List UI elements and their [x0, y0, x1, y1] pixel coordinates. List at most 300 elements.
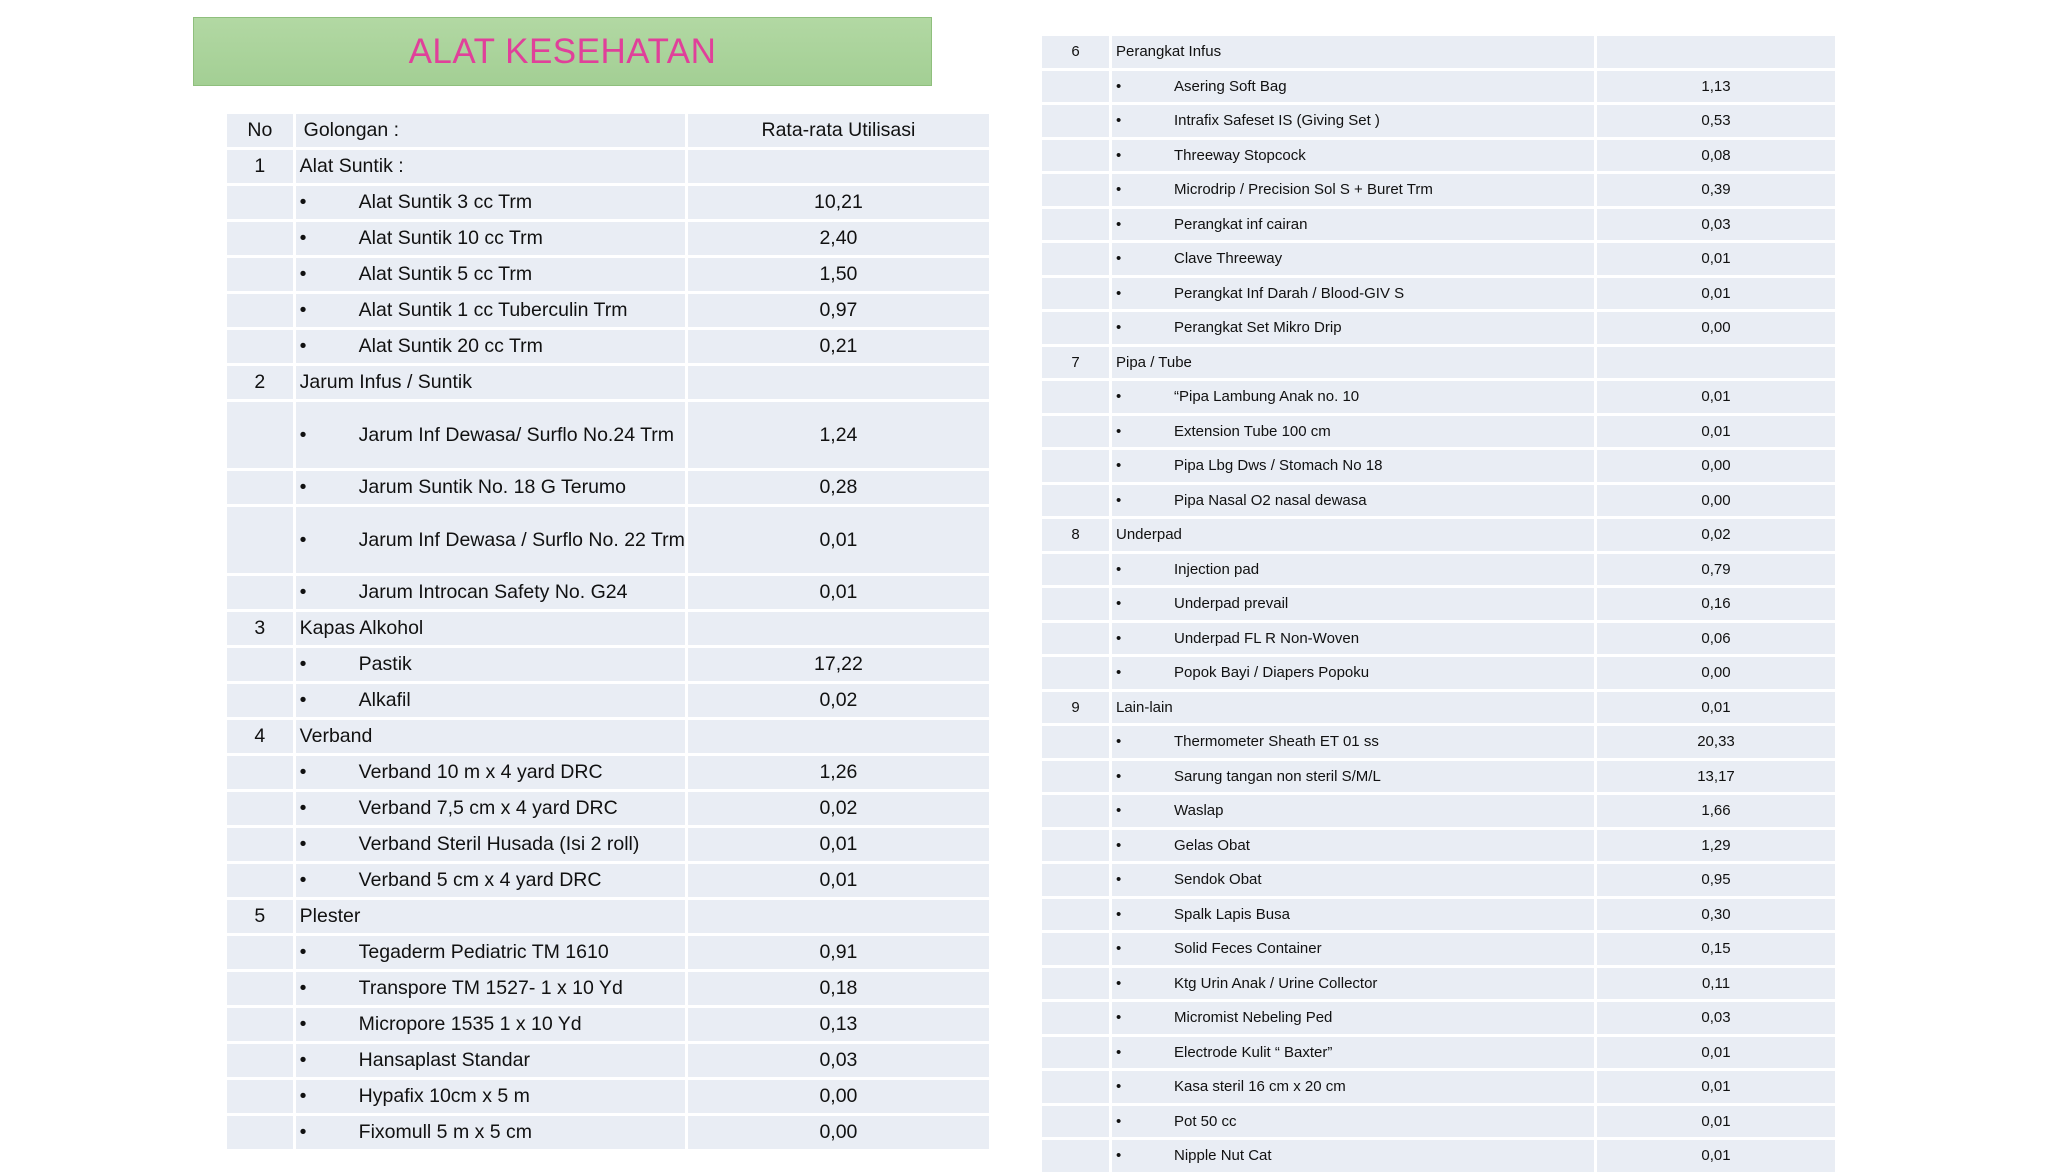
item-name-cell — [296, 684, 688, 720]
item-row — [227, 756, 992, 792]
item-name: Thermometer Sheath ET 01 ss — [1174, 733, 1379, 751]
group-value — [688, 720, 992, 756]
bullet-icon: • — [299, 761, 307, 783]
item-name-cell — [296, 972, 688, 1008]
item-value: 0,03 — [688, 1044, 992, 1080]
item-name-cell — [296, 222, 688, 258]
item-name-cell — [296, 186, 688, 222]
item-name-cell — [1112, 795, 1597, 830]
item-name-cell — [296, 792, 688, 828]
item-row — [227, 648, 992, 684]
bullet-icon: • — [1116, 940, 1122, 958]
item-value: 10,21 — [688, 186, 992, 222]
item-name: Waslap — [1174, 802, 1224, 820]
item-no-cell — [1042, 485, 1112, 520]
bullet-icon: • — [299, 423, 307, 446]
bullet-icon: • — [299, 1121, 307, 1143]
table-header-row — [227, 114, 992, 150]
item-value: 0,95 — [1597, 864, 1838, 899]
header-no: No — [227, 114, 296, 150]
group-value — [688, 366, 992, 402]
bullet-icon: • — [299, 476, 307, 498]
bullet-icon: • — [1116, 215, 1122, 233]
item-name: Tegaderm Pediatric TM 1610 — [358, 941, 609, 963]
group-row — [227, 150, 992, 186]
item-name: Jarum Suntik No. 18 G Terumo — [358, 476, 627, 498]
item-row — [1042, 381, 1838, 416]
item-name: Jarum Introcan Safety No. G24 — [358, 581, 628, 603]
item-row — [1042, 726, 1838, 761]
item-no-cell — [1042, 1002, 1112, 1037]
item-no-cell — [1042, 312, 1112, 347]
group-value — [688, 612, 992, 648]
item-name: Underpad prevail — [1174, 595, 1289, 613]
item-row — [227, 1044, 992, 1080]
bullet-icon: • — [1116, 733, 1122, 751]
item-name-cell — [1112, 1002, 1597, 1037]
item-value: 0,18 — [688, 972, 992, 1008]
item-name: Verband 7,5 cm x 4 yard DRC — [358, 797, 618, 819]
item-row — [1042, 657, 1838, 692]
item-name-cell — [1112, 761, 1597, 796]
bullet-icon: • — [1116, 491, 1122, 509]
bullet-icon: • — [299, 1085, 307, 1107]
group-row — [227, 720, 992, 756]
bullet-icon: • — [299, 1049, 307, 1071]
item-row — [227, 828, 992, 864]
item-name-cell — [1112, 1140, 1597, 1175]
bullet-icon: • — [1116, 422, 1122, 440]
item-name-cell — [1112, 174, 1597, 209]
item-row — [227, 792, 992, 828]
item-no-cell — [227, 936, 296, 972]
item-value: 0,03 — [1597, 1002, 1838, 1037]
item-value: 0,01 — [688, 576, 992, 612]
item-name: Transpore TM 1527- 1 x 10 Yd — [358, 977, 623, 999]
item-name: Perangkat inf cairan — [1174, 215, 1308, 233]
item-value: 0,01 — [688, 828, 992, 864]
right-utilization-table — [1042, 36, 1838, 1175]
item-value: 0,79 — [1597, 554, 1838, 589]
item-value: 0,01 — [688, 864, 992, 900]
item-row — [1042, 933, 1838, 968]
item-no-cell — [227, 576, 296, 612]
item-name: Perangkat Set Mikro Drip — [1174, 319, 1342, 337]
item-name: Ktg Urin Anak / Urine Collector — [1174, 974, 1378, 992]
bullet-icon: • — [299, 797, 307, 819]
item-row — [1042, 795, 1838, 830]
item-value: 0,01 — [688, 507, 992, 576]
slide-title-box — [193, 17, 932, 86]
item-name: Fixomull 5 m x 5 cm — [358, 1121, 533, 1143]
item-no-cell — [1042, 71, 1112, 106]
item-no-cell — [227, 828, 296, 864]
item-name-cell — [1112, 588, 1597, 623]
group-no: 3 — [227, 612, 296, 648]
item-no-cell — [1042, 1037, 1112, 1072]
bullet-icon: • — [1116, 802, 1122, 820]
item-name-cell — [296, 936, 688, 972]
item-row — [227, 576, 992, 612]
item-value: 0,13 — [688, 1008, 992, 1044]
item-value: 0,15 — [1597, 933, 1838, 968]
bullet-icon: • — [1116, 629, 1122, 647]
item-name-cell — [296, 258, 688, 294]
item-name: Popok Bayi / Diapers Popoku — [1174, 664, 1370, 682]
item-row — [227, 402, 992, 471]
item-name: Intrafix Safeset IS (Giving Set ) — [1174, 112, 1380, 130]
bullet-icon: • — [299, 581, 307, 603]
item-name-cell — [296, 1116, 688, 1152]
item-row — [227, 507, 992, 576]
item-name: Alkafil — [358, 689, 411, 711]
item-value: 17,22 — [688, 648, 992, 684]
bullet-icon: • — [299, 528, 307, 551]
item-name-cell — [1112, 1071, 1597, 1106]
item-name-cell — [1112, 933, 1597, 968]
item-name: Jarum Inf Dewasa / Surflo No. 22 Trm — [358, 528, 685, 551]
group-name: Plester — [296, 900, 688, 936]
item-no-cell — [1042, 795, 1112, 830]
item-name: Alat Suntik 3 cc Trm — [358, 191, 533, 213]
item-row — [227, 1116, 992, 1152]
item-value: 13,17 — [1597, 761, 1838, 796]
item-no-cell — [1042, 968, 1112, 1003]
item-no-cell — [227, 1116, 296, 1152]
item-row — [1042, 830, 1838, 865]
bullet-icon: • — [1116, 284, 1122, 302]
item-value: 0,02 — [688, 684, 992, 720]
item-value: 0,01 — [1597, 381, 1838, 416]
item-value: 0,28 — [688, 471, 992, 507]
group-name: Jarum Infus / Suntik — [296, 366, 688, 402]
item-name: Micropore 1535 1 x 10 Yd — [358, 1013, 582, 1035]
bullet-icon: • — [1116, 905, 1122, 923]
item-no-cell — [1042, 416, 1112, 451]
item-value: 1,26 — [688, 756, 992, 792]
item-name: Verband 10 m x 4 yard DRC — [358, 761, 603, 783]
item-row — [227, 684, 992, 720]
item-value: 0,01 — [1597, 1140, 1838, 1175]
bullet-icon: • — [1116, 181, 1122, 199]
item-value: 0,53 — [1597, 105, 1838, 140]
item-name-cell — [296, 756, 688, 792]
item-name-cell — [1112, 726, 1597, 761]
item-value: 0,01 — [1597, 278, 1838, 313]
item-name-cell — [1112, 623, 1597, 658]
item-name-cell — [1112, 450, 1597, 485]
item-no-cell — [227, 684, 296, 720]
item-no-cell — [227, 402, 296, 471]
item-name: Pipa Nasal O2 nasal dewasa — [1174, 491, 1367, 509]
item-value: 0,08 — [1597, 140, 1838, 175]
item-name-cell — [296, 507, 688, 576]
group-no: 8 — [1042, 519, 1112, 554]
group-name: Perangkat Infus — [1112, 36, 1597, 71]
item-value: 20,33 — [1597, 726, 1838, 761]
bullet-icon: • — [1116, 1147, 1122, 1165]
item-row — [227, 222, 992, 258]
item-name: Injection pad — [1174, 560, 1260, 578]
bullet-icon: • — [1116, 664, 1122, 682]
item-value: 0,39 — [1597, 174, 1838, 209]
item-name: Pipa Lbg Dws / Stomach No 18 — [1174, 457, 1383, 475]
item-name: Sarung tangan non steril S/M/L — [1174, 767, 1381, 785]
group-no: 5 — [227, 900, 296, 936]
item-row — [1042, 1106, 1838, 1141]
group-row — [227, 612, 992, 648]
item-name: Micromist Nebeling Ped — [1174, 1009, 1333, 1027]
bullet-icon: • — [1116, 560, 1122, 578]
item-name: Perangkat Inf Darah / Blood-GIV S — [1174, 284, 1405, 302]
item-name-cell — [296, 576, 688, 612]
item-no-cell — [227, 186, 296, 222]
bullet-icon: • — [1116, 77, 1122, 95]
item-name: Hansaplast Standar — [358, 1049, 530, 1071]
item-name: Electrode Kulit “ Baxter” — [1174, 1043, 1333, 1061]
item-row — [227, 936, 992, 972]
item-row — [227, 186, 992, 222]
group-row — [1042, 36, 1838, 71]
group-value — [688, 900, 992, 936]
item-row — [1042, 450, 1838, 485]
item-name: Underpad FL R Non-Woven — [1174, 629, 1360, 647]
group-value — [688, 150, 992, 186]
bullet-icon: • — [1116, 388, 1122, 406]
bullet-icon: • — [1116, 595, 1122, 613]
item-value: 0,00 — [688, 1080, 992, 1116]
item-name-cell — [1112, 312, 1597, 347]
group-value — [1597, 36, 1838, 71]
item-value: 0,00 — [1597, 657, 1838, 692]
bullet-icon: • — [299, 1013, 307, 1035]
item-name: Alat Suntik 10 cc Trm — [358, 227, 543, 249]
item-no-cell — [1042, 1140, 1112, 1175]
item-value: 0,01 — [1597, 1037, 1838, 1072]
item-no-cell — [1042, 174, 1112, 209]
item-no-cell — [1042, 1071, 1112, 1106]
item-row — [227, 294, 992, 330]
group-no: 1 — [227, 150, 296, 186]
item-value: 0,00 — [688, 1116, 992, 1152]
item-name-cell — [296, 828, 688, 864]
item-no-cell — [227, 258, 296, 294]
item-value: 1,29 — [1597, 830, 1838, 865]
item-no-cell — [1042, 105, 1112, 140]
header-category: Golongan : — [296, 114, 688, 150]
item-name-cell — [1112, 381, 1597, 416]
item-row — [1042, 1071, 1838, 1106]
bullet-icon: • — [1116, 1112, 1122, 1130]
item-name-cell — [1112, 830, 1597, 865]
item-row — [1042, 485, 1838, 520]
item-name: Jarum Inf Dewasa/ Surflo No.24 Trm — [358, 423, 675, 446]
group-row — [1042, 692, 1838, 727]
group-name: Kapas Alkohol — [296, 612, 688, 648]
item-name-cell — [296, 402, 688, 471]
item-value: 0,00 — [1597, 450, 1838, 485]
item-name-cell — [296, 648, 688, 684]
item-name-cell — [296, 294, 688, 330]
item-name: Clave Threeway — [1174, 250, 1283, 268]
bullet-icon: • — [1116, 250, 1122, 268]
item-name: Kasa steril 16 cm x 20 cm — [1174, 1078, 1346, 1096]
item-value: 0,01 — [1597, 1071, 1838, 1106]
item-row — [1042, 554, 1838, 589]
group-name: Alat Suntik : — [296, 150, 688, 186]
bullet-icon: • — [1116, 871, 1122, 889]
item-row — [1042, 140, 1838, 175]
group-name: Pipa / Tube — [1112, 347, 1597, 382]
item-name-cell — [296, 1008, 688, 1044]
item-value: 0,11 — [1597, 968, 1838, 1003]
item-name-cell — [1112, 209, 1597, 244]
header-value: Rata-rata Utilisasi — [688, 114, 992, 150]
item-row — [1042, 174, 1838, 209]
bullet-icon: • — [299, 833, 307, 855]
item-name-cell — [296, 471, 688, 507]
item-name: Spalk Lapis Busa — [1174, 905, 1290, 923]
bullet-icon: • — [1116, 836, 1122, 854]
item-no-cell — [227, 792, 296, 828]
item-name: Gelas Obat — [1174, 836, 1250, 854]
item-row — [1042, 1140, 1838, 1175]
bullet-icon: • — [1116, 319, 1122, 337]
item-name-cell — [1112, 554, 1597, 589]
item-row — [1042, 1002, 1838, 1037]
bullet-icon: • — [299, 335, 307, 357]
item-no-cell — [1042, 1106, 1112, 1141]
item-name: Alat Suntik 5 cc Trm — [358, 263, 533, 285]
item-value: 0,16 — [1597, 588, 1838, 623]
item-row — [1042, 968, 1838, 1003]
item-name-cell — [296, 330, 688, 366]
item-value: 0,30 — [1597, 899, 1838, 934]
item-row — [1042, 416, 1838, 451]
bullet-icon: • — [299, 191, 307, 213]
item-no-cell — [227, 972, 296, 1008]
bullet-icon: • — [1116, 1078, 1122, 1096]
item-value: 0,03 — [1597, 209, 1838, 244]
group-value — [1597, 347, 1838, 382]
item-name: Threeway Stopcock — [1174, 146, 1306, 164]
item-row — [227, 258, 992, 294]
item-name-cell — [296, 1044, 688, 1080]
left-table-body — [227, 114, 992, 1152]
group-name: Underpad — [1112, 519, 1597, 554]
item-value: 0,91 — [688, 936, 992, 972]
item-value: 0,97 — [688, 294, 992, 330]
item-value: 0,21 — [688, 330, 992, 366]
item-row — [1042, 105, 1838, 140]
item-no-cell — [1042, 761, 1112, 796]
bullet-icon: • — [1116, 112, 1122, 130]
item-name: Hypafix 10cm x 5 m — [358, 1085, 530, 1107]
item-row — [227, 864, 992, 900]
item-no-cell — [1042, 554, 1112, 589]
item-no-cell — [227, 330, 296, 366]
item-value: 1,50 — [688, 258, 992, 294]
item-name: Alat Suntik 20 cc Trm — [358, 335, 543, 357]
item-value: 2,40 — [688, 222, 992, 258]
item-no-cell — [227, 1044, 296, 1080]
bullet-icon: • — [299, 299, 307, 321]
item-value: 0,01 — [1597, 416, 1838, 451]
item-no-cell — [1042, 899, 1112, 934]
item-row — [1042, 864, 1838, 899]
bullet-icon: • — [299, 941, 307, 963]
item-name-cell — [1112, 140, 1597, 175]
item-row — [227, 1008, 992, 1044]
item-no-cell — [227, 1080, 296, 1116]
group-value: 0,01 — [1597, 692, 1838, 727]
item-no-cell — [227, 864, 296, 900]
item-no-cell — [227, 507, 296, 576]
bullet-icon: • — [1116, 1043, 1122, 1061]
item-name: Asering Soft Bag — [1174, 77, 1287, 95]
group-row — [227, 366, 992, 402]
item-value: 0,00 — [1597, 312, 1838, 347]
item-row — [227, 1080, 992, 1116]
item-row — [1042, 278, 1838, 313]
item-no-cell — [227, 294, 296, 330]
item-no-cell — [1042, 140, 1112, 175]
item-name: Microdrip / Precision Sol S + Buret Trm — [1174, 181, 1433, 199]
bullet-icon: • — [1116, 1009, 1122, 1027]
item-row — [1042, 899, 1838, 934]
item-no-cell — [1042, 588, 1112, 623]
item-name-cell — [1112, 1037, 1597, 1072]
item-name: Pastik — [358, 653, 412, 675]
item-no-cell — [1042, 623, 1112, 658]
group-no: 7 — [1042, 347, 1112, 382]
item-row — [1042, 623, 1838, 658]
item-value: 1,24 — [688, 402, 992, 471]
item-value: 0,02 — [688, 792, 992, 828]
item-row — [227, 330, 992, 366]
group-name: Lain-lain — [1112, 692, 1597, 727]
item-name-cell — [1112, 243, 1597, 278]
bullet-icon: • — [299, 689, 307, 711]
bullet-icon: • — [299, 653, 307, 675]
item-value: 1,13 — [1597, 71, 1838, 106]
left-utilization-table — [227, 114, 992, 1152]
item-row — [1042, 71, 1838, 106]
item-name: Pot 50 cc — [1174, 1112, 1237, 1130]
bullet-icon: • — [1116, 457, 1122, 475]
item-no-cell — [1042, 278, 1112, 313]
item-row — [1042, 243, 1838, 278]
item-no-cell — [1042, 657, 1112, 692]
group-no: 4 — [227, 720, 296, 756]
bullet-icon: • — [299, 869, 307, 891]
item-name-cell — [296, 1080, 688, 1116]
item-row — [1042, 312, 1838, 347]
item-name: Verband 5 cm x 4 yard DRC — [358, 869, 602, 891]
group-value: 0,02 — [1597, 519, 1838, 554]
item-name-cell — [1112, 485, 1597, 520]
item-row — [1042, 1037, 1838, 1072]
item-name-cell — [1112, 1106, 1597, 1141]
item-name: Alat Suntik 1 cc Tuberculin Trm — [358, 299, 628, 321]
item-name: “Pipa Lambung Anak no. 10 — [1174, 388, 1360, 406]
item-row — [227, 471, 992, 507]
item-no-cell — [227, 1008, 296, 1044]
right-table-body — [1042, 36, 1838, 1175]
item-name-cell — [1112, 657, 1597, 692]
item-name-cell — [1112, 899, 1597, 934]
item-name-cell — [1112, 864, 1597, 899]
